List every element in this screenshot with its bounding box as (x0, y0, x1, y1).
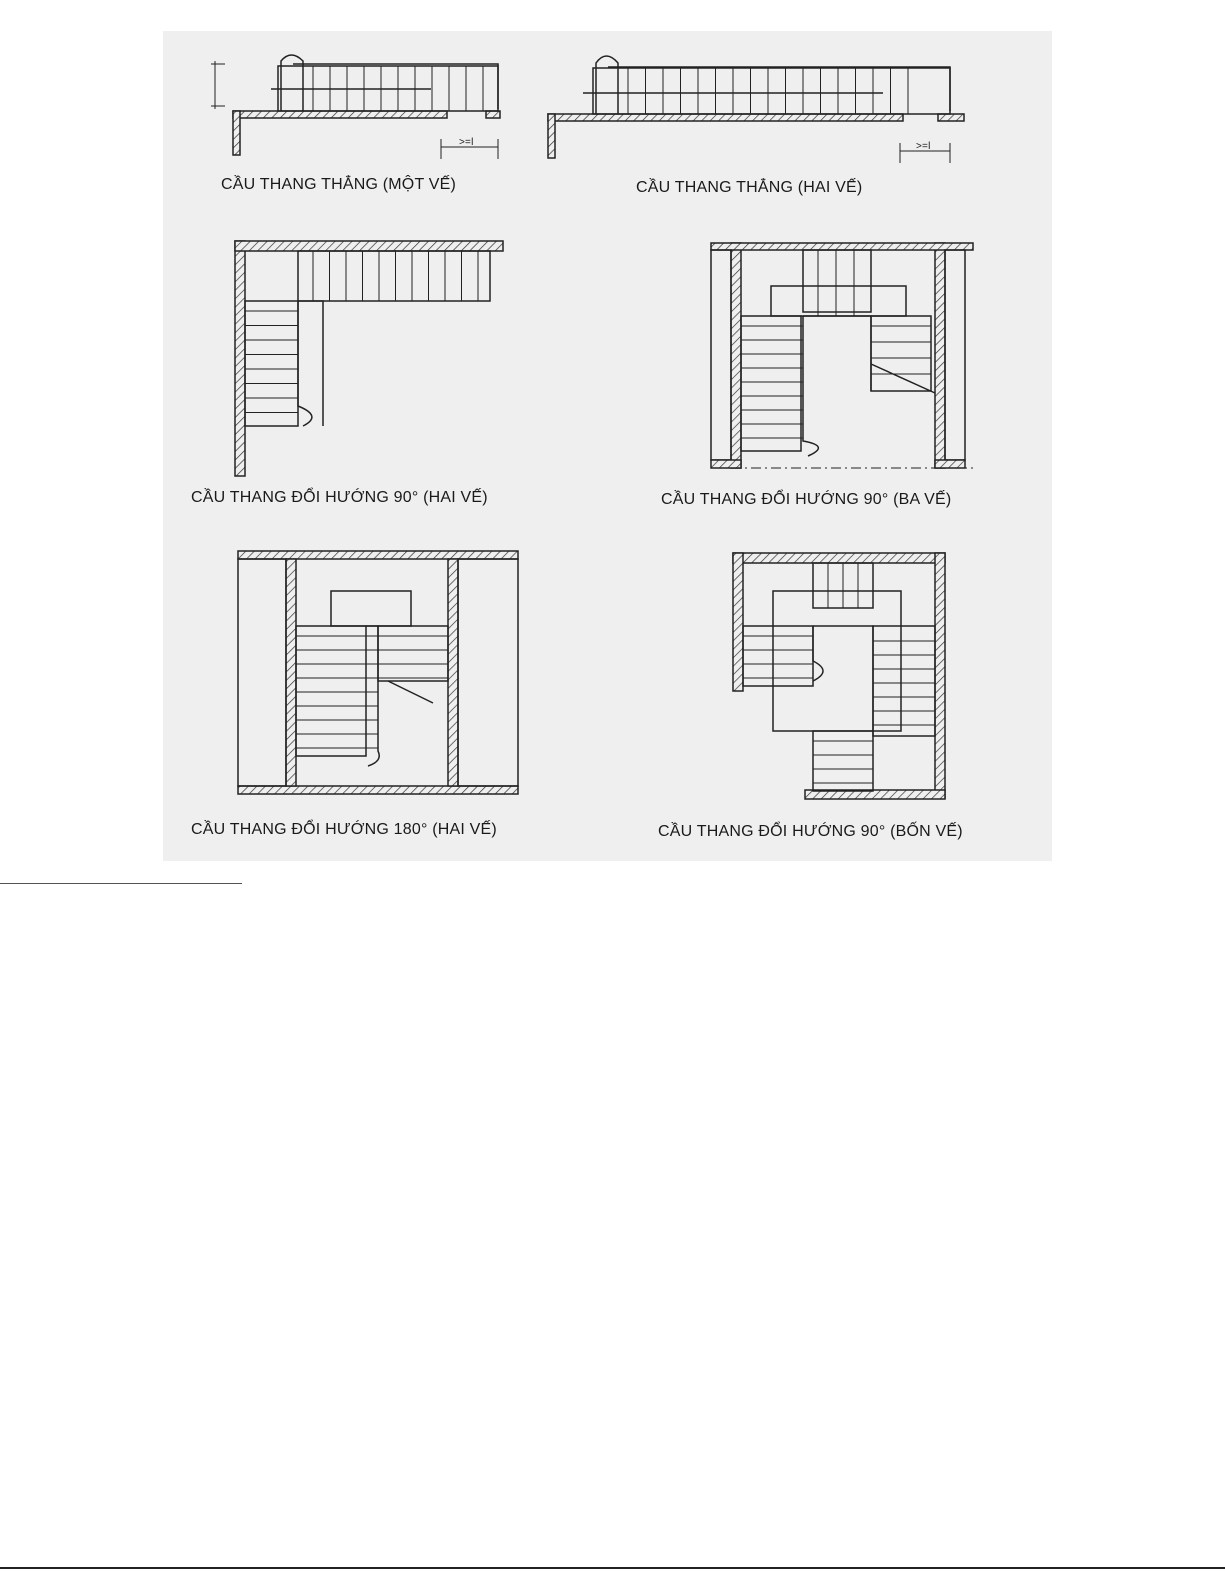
footnote-rule (0, 883, 242, 884)
caption-straight-two-flights: CẦU THANG THẲNG (HAI VẾ) (636, 179, 863, 196)
caption-turn90-four-flights: CẦU THANG ĐỔI HƯỚNG 90° (BỐN VẾ) (658, 823, 963, 840)
plan-turn180-two-flights (238, 551, 518, 794)
page-bottom-rule (0, 1567, 1225, 1569)
clearance-label-two: >=l (916, 141, 931, 152)
plan-turn90-four-flights (733, 553, 945, 799)
caption-turn180-two-flights: CẦU THANG ĐỔI HƯỚNG 180° (HAI VẾ) (191, 821, 497, 838)
plan-straight-one-flight (211, 55, 500, 159)
plan-turn90-two-flights (235, 241, 503, 476)
plan-turn90-three-flights (711, 243, 973, 468)
caption-turn90-three-flights: CẦU THANG ĐỔI HƯỚNG 90° (BA VẾ) (661, 491, 952, 508)
caption-straight-one-flight: CẦU THANG THẲNG (MỘT VẾ) (221, 176, 457, 193)
stair-types-figure (163, 31, 1052, 861)
plan-straight-two-flights (548, 56, 964, 163)
caption-turn90-two-flights: CẦU THANG ĐỔI HƯỚNG 90° (HAI VẾ) (191, 489, 488, 506)
clearance-label-one: >=l (459, 137, 474, 148)
